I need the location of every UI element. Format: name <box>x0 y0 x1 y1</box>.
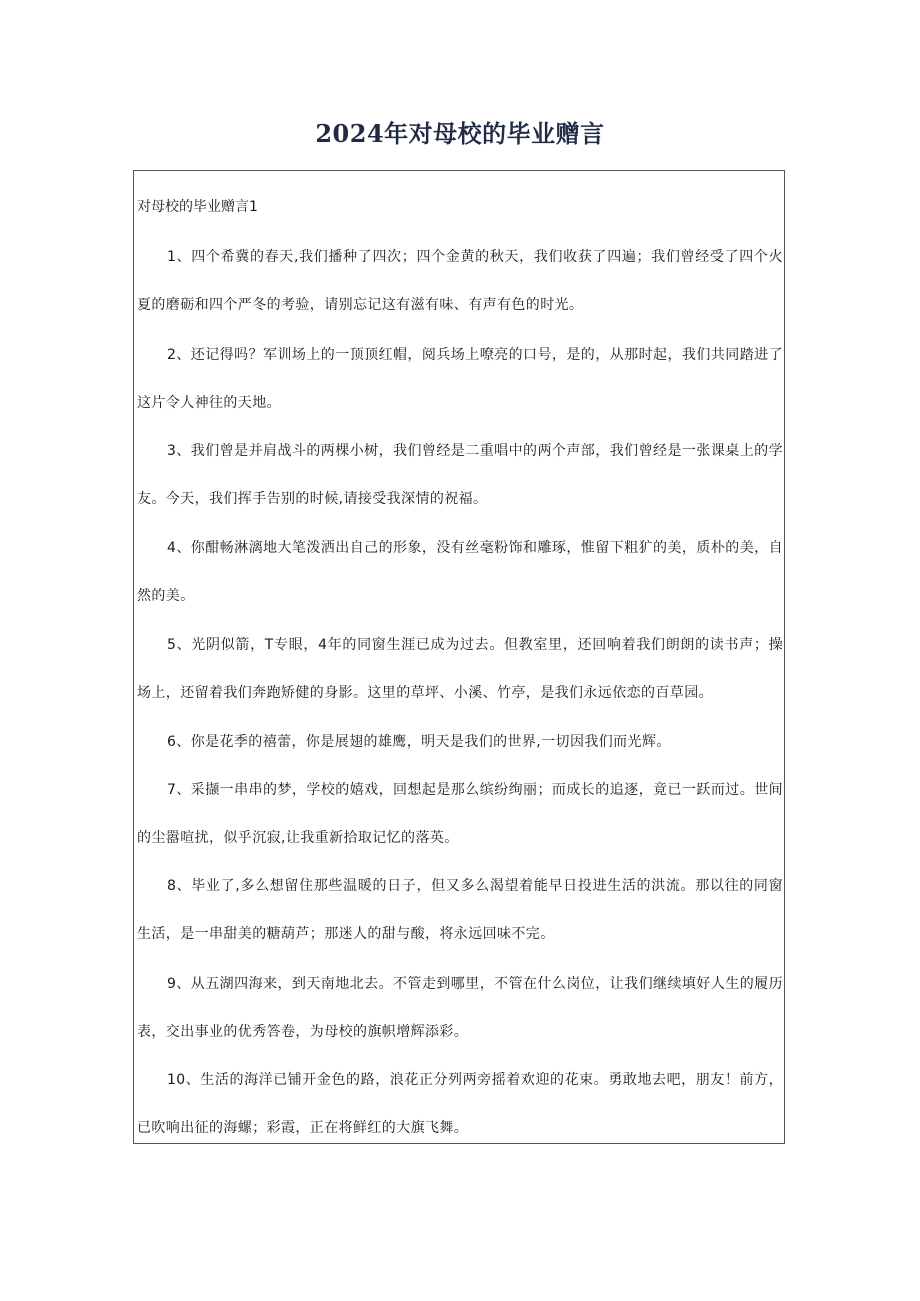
paragraph-4: 4、你酣畅淋漓地大笔泼洒出自己的形象，没有丝毫粉饰和雕琢，惟留下粗犷的美，质朴的美，自然的美。 <box>137 540 783 604</box>
content-box <box>133 170 785 1144</box>
paragraph-7: 7、采撷一串串的梦，学校的嬉戏，回想起是那么缤纷绚丽；而成长的追逐，竟已一跃而过。世间的尘嚣喧扰，似乎沉寂,让我重新拾取记忆的落英。 <box>137 782 783 846</box>
paragraph-8: 8、毕业了,多么想留住那些温暖的日子，但又多么渴望着能早日投进生活的洪流。那以往的同窗生活，是一串甜美的糖葫芦；那迷人的甜与酸，将永远回味不完。 <box>137 878 783 942</box>
section-heading: 对母校的毕业赠言1 <box>137 199 258 215</box>
paragraph-6: 6、你是花季的禧蕾，你是展翅的雄鹰，明天是我们的世界,一切因我们而光辉。 <box>167 734 671 750</box>
paragraph-1: 1、四个希冀的春天,我们播种了四次；四个金黄的秋天，我们收获了四遍；我们曾经受了四个火夏的磨砺和四个严冬的考验，请别忘记这有滋有味、有声有色的时光。 <box>137 249 783 313</box>
paragraph-3: 3、我们曾是并肩战斗的两棵小树，我们曾经是二重唱中的两个声部，我们曾经是一张课桌上的学友。今天，我们挥手告别的时候,请接受我深情的祝福。 <box>137 443 783 507</box>
page-title: 2024年对母校的毕业赠言 <box>315 119 605 148</box>
paragraph-9: 9、从五湖四海来，到天南地北去。不管走到哪里，不管在什么岗位，让我们继续填好人生的履历表，交出事业的优秀答卷，为母校的旗帜增辉添彩。 <box>137 976 783 1040</box>
paragraph-2: 2、还记得吗？军训场上的一顶顶红帽，阅兵场上嘹亮的口号，是的，从那时起，我们共同踏进了这片令人神往的天地。 <box>137 347 783 411</box>
paragraph-5: 5、光阴似箭，T专眼，4年的同窗生涯已成为过去。但教室里，还回响着我们朗朗的读书声；操场上，还留着我们奔跑矫健的身影。这里的草坪、小溪、竹亭，是我们永远依恋的百草园。 <box>137 637 783 701</box>
paragraph-10: 10、生活的海洋已铺开金色的路，浪花正分列两旁摇着欢迎的花束。勇敢地去吧，朋友！前方，已吹响出征的海螺；彩霞，正在将鲜红的大旗飞舞。 <box>137 1072 783 1136</box>
